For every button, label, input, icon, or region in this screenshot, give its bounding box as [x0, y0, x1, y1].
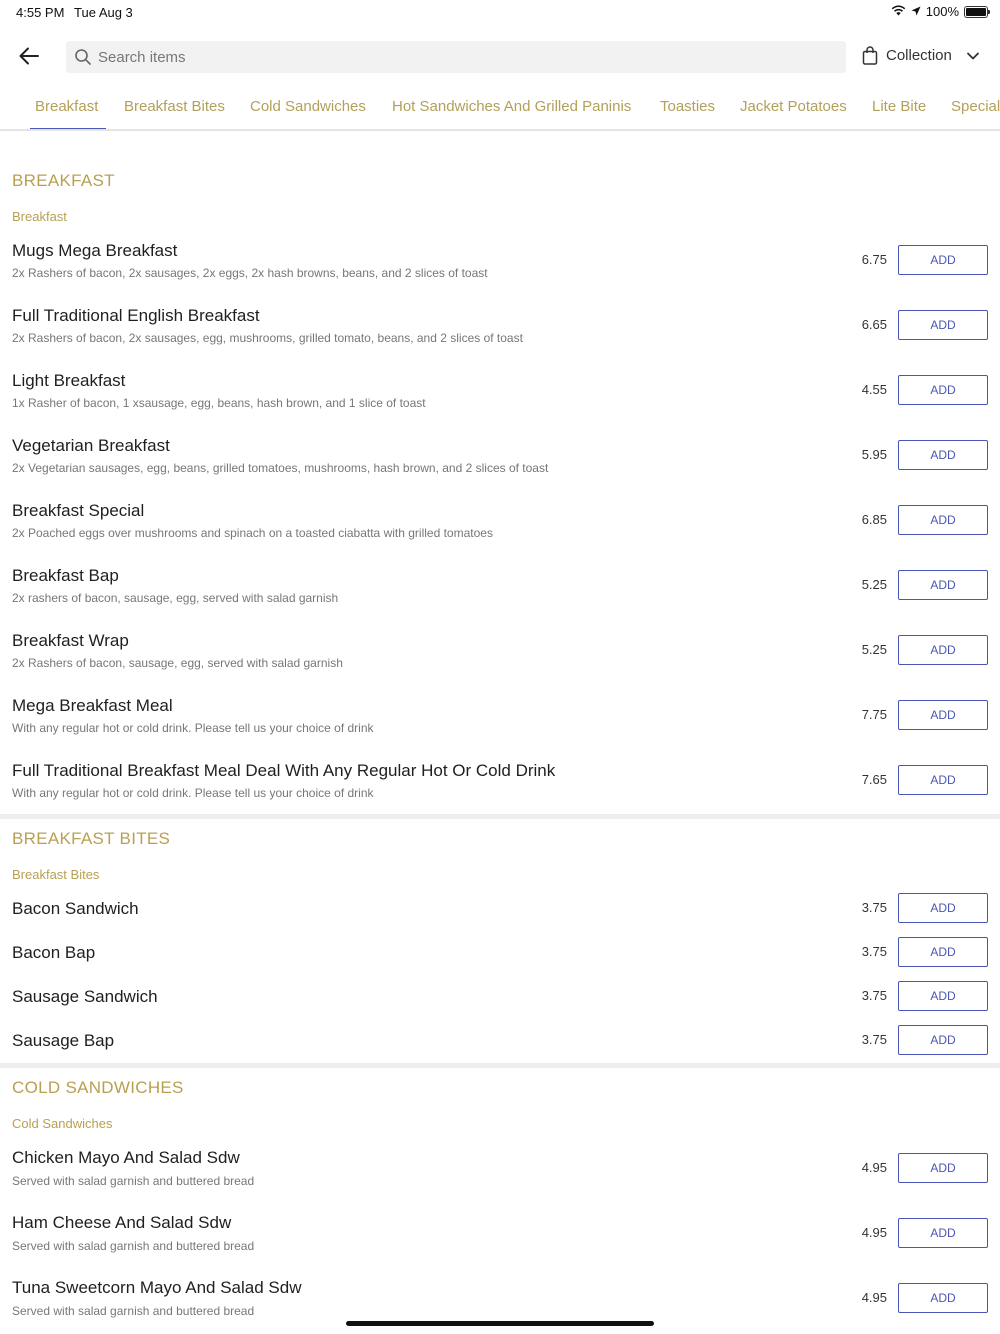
back-button[interactable] — [16, 44, 42, 68]
add-button[interactable]: ADD — [898, 375, 988, 405]
item-name: Mega Breakfast Meal — [12, 696, 173, 715]
item-price: 6.75 — [861, 252, 887, 267]
add-button[interactable]: ADD — [898, 1025, 988, 1055]
status-indicators — [891, 4, 988, 19]
section-title: COLD SANDWICHES — [12, 1078, 184, 1097]
tab-special[interactable]: Special — [951, 98, 1000, 115]
item-description: With any regular hot or cold drink. Please tell us your choice of drink — [12, 721, 374, 735]
item-description: 2x Rashers of bacon, sausage, egg, served with salad garnish — [12, 656, 343, 670]
item-description: 2x Poached eggs over mushrooms and spinach on a toasted ciabatta with grilled tomatoes — [12, 526, 493, 540]
section-divider — [0, 814, 1000, 819]
item-price: 4.95 — [861, 1290, 887, 1305]
item-name: Chicken Mayo And Salad Sdw — [12, 1148, 240, 1167]
item-description: 2x rashers of bacon, sausage, egg, served with salad garnish — [12, 591, 339, 605]
item-description: 2x Vegetarian sausages, egg, beans, grilled tomatoes, mushrooms, hash brown, and 2 slices of toast — [12, 461, 549, 475]
item-price: 7.65 — [861, 772, 887, 787]
item-price: 4.95 — [861, 1225, 887, 1240]
item-price: 3.75 — [861, 900, 887, 915]
add-button[interactable]: ADD — [898, 505, 988, 535]
item-name: Mugs Mega Breakfast — [12, 241, 178, 260]
tab-cold-sandwiches[interactable]: Cold Sandwiches — [250, 98, 366, 115]
item-description: Served with salad garnish and buttered bread — [12, 1174, 255, 1188]
item-description: With any regular hot or cold drink. Please tell us your choice of drink — [12, 786, 374, 800]
add-button[interactable]: ADD — [898, 765, 988, 795]
status-bar — [0, 0, 1000, 24]
tab-breakfast-bites[interactable]: Breakfast Bites — [124, 98, 225, 115]
add-button[interactable]: ADD — [898, 635, 988, 665]
search-icon — [74, 48, 92, 66]
item-price: 4.95 — [861, 1160, 887, 1175]
shopping-bag-icon — [862, 46, 878, 65]
section-title: BREAKFAST BITES — [12, 829, 171, 848]
section-divider — [0, 1063, 1000, 1068]
add-button[interactable]: ADD — [898, 440, 988, 470]
section-subtitle: Cold Sandwiches — [12, 1116, 113, 1131]
item-price: 3.75 — [861, 944, 887, 959]
add-button[interactable]: ADD — [898, 1283, 988, 1313]
add-button[interactable]: ADD — [898, 245, 988, 275]
item-name: Vegetarian Breakfast — [12, 436, 170, 455]
tab-toasties[interactable]: Toasties — [660, 98, 716, 115]
item-price: 5.25 — [861, 577, 887, 592]
collection-selector[interactable] — [862, 46, 980, 65]
item-description: Served with salad garnish and buttered bread — [12, 1239, 255, 1253]
status-date: Tue Aug 3 — [74, 5, 133, 20]
collection-label: Collection — [886, 47, 952, 64]
location-arrow-icon — [911, 4, 921, 19]
section-subtitle: Breakfast — [12, 209, 67, 224]
section-title: BREAKFAST — [12, 171, 115, 190]
item-name: Bacon Sandwich — [12, 899, 139, 918]
item-name: Breakfast Bap — [12, 566, 119, 585]
item-name: Sausage Bap — [12, 1031, 115, 1050]
item-name: Full Traditional English Breakfast — [12, 306, 260, 325]
search-input[interactable] — [98, 49, 798, 66]
status-time: 4:55 PM — [16, 5, 65, 20]
chevron-down-icon — [966, 51, 980, 61]
section-subtitle: Breakfast Bites — [12, 867, 100, 882]
add-button[interactable]: ADD — [898, 1153, 988, 1183]
wifi-icon — [891, 4, 906, 19]
item-price: 5.25 — [861, 642, 887, 657]
item-name: Bacon Bap — [12, 943, 96, 962]
active-tab-indicator — [30, 128, 106, 131]
item-price: 6.85 — [861, 512, 887, 527]
item-description: Served with salad garnish and buttered bread — [12, 1304, 255, 1318]
item-price: 5.95 — [861, 447, 887, 462]
add-button[interactable]: ADD — [898, 1218, 988, 1248]
add-button[interactable]: ADD — [898, 981, 988, 1011]
tab-jacket-potatoes[interactable]: Jacket Potatoes — [740, 98, 847, 115]
add-button[interactable]: ADD — [898, 937, 988, 967]
tab-breakfast[interactable]: Breakfast — [35, 98, 99, 115]
item-description: 2x Rashers of bacon, 2x sausages, egg, mushrooms, grilled tomato, beans, and 2 slices of toast — [12, 331, 523, 345]
item-name: Ham Cheese And Salad Sdw — [12, 1213, 232, 1232]
item-name: Breakfast Wrap — [12, 631, 129, 650]
search-bar[interactable] — [66, 41, 846, 73]
tab-hot-sandwiches[interactable]: Hot Sandwiches And Grilled Paninis — [392, 98, 632, 115]
add-button[interactable]: ADD — [898, 570, 988, 600]
battery-percent: 100% — [925, 4, 959, 19]
item-price: 3.75 — [861, 988, 887, 1003]
item-description: 1x Rasher of bacon, 1 xsausage, egg, beans, hash brown, and 1 slice of toast — [12, 396, 426, 410]
add-button[interactable]: ADD — [898, 310, 988, 340]
category-tabs — [0, 86, 1000, 131]
add-button[interactable]: ADD — [898, 893, 988, 923]
item-price: 4.55 — [861, 382, 887, 397]
item-price: 3.75 — [861, 1032, 887, 1047]
arrow-left-icon — [19, 47, 39, 65]
item-price: 6.65 — [861, 317, 887, 332]
battery-icon — [964, 6, 988, 18]
item-name: Full Traditional Breakfast Meal Deal With Any Regular Hot Or Cold Drink — [12, 761, 556, 780]
item-price: 7.75 — [861, 707, 887, 722]
item-name: Tuna Sweetcorn Mayo And Salad Sdw — [12, 1278, 302, 1297]
item-description: 2x Rashers of bacon, 2x sausages, 2x eggs, 2x hash browns, beans, and 2 slices of toast — [12, 266, 488, 280]
top-bar — [0, 38, 1000, 74]
tab-lite-bite[interactable]: Lite Bite — [872, 98, 927, 115]
item-name: Light Breakfast — [12, 371, 126, 390]
add-button[interactable]: ADD — [898, 700, 988, 730]
home-indicator — [346, 1321, 654, 1326]
item-name: Breakfast Special — [12, 501, 145, 520]
item-name: Sausage Sandwich — [12, 987, 158, 1006]
